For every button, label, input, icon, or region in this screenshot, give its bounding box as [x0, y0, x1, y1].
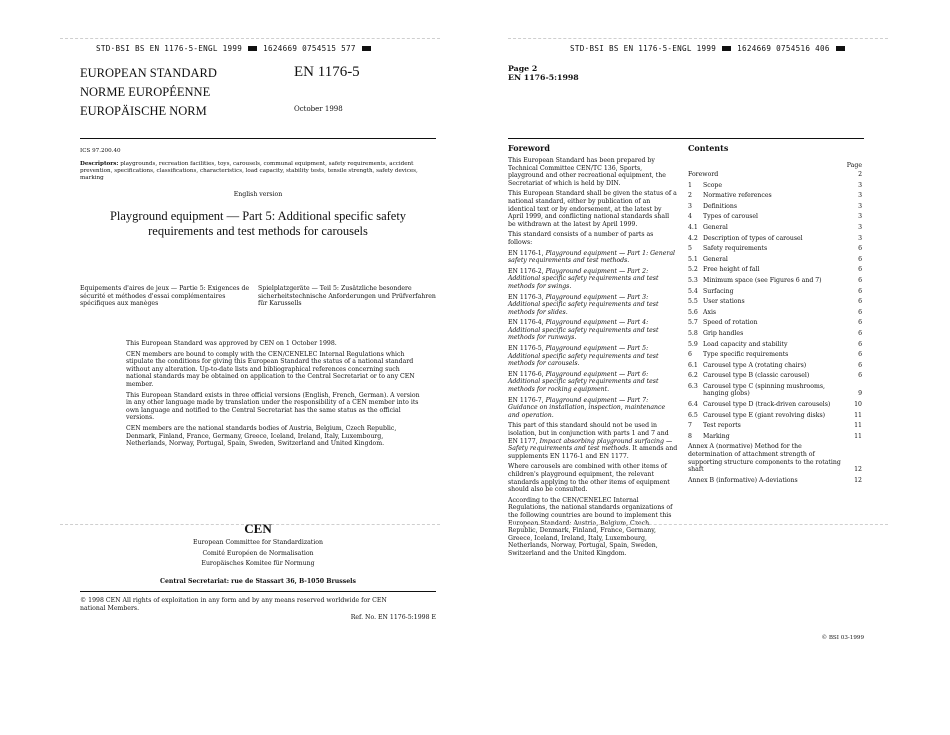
toc-row	[688, 277, 862, 285]
toc-page: 11	[854, 411, 862, 419]
approval-para-4: CEN members are the national standards bodies of Austria, Belgium, Czech Republic, Denmark, Finland, France, Germany, Greece, Iceland, Ireland, Italy, Luxembourg, Netherlands, Norway, Portugal, Spain, Sweden, Switzerland and United Kingdom.	[126, 424, 397, 448]
german-title: Spielplatzgeräte — Teil 5: Zusätzliche besondere sicherheitstechnische Anforderungen und Prüfverfahren für Karussells	[258, 285, 436, 308]
publication-date: October 1998	[294, 105, 343, 113]
toc-title: Carousel type A (rotating chairs)	[703, 361, 807, 369]
en-reference: EN 1176-5:1998	[508, 73, 579, 82]
toc-row	[688, 401, 862, 409]
toc-row	[688, 171, 862, 179]
foreword-heading: Foreword	[508, 143, 550, 153]
left-header	[96, 44, 371, 53]
toc-page: 11	[854, 432, 862, 440]
toc-title: Carousel type C (spinning mushrooms, hanging globs)	[703, 382, 825, 398]
toc-page: 12	[854, 466, 862, 474]
approval-para-2: CEN members are bound to comply with the CEN/CENELEC Internal Regulations which stipulate the conditions for giving this European Standard the status of a national standard without any alteration. Up-to-date lists and bibliographical references concerning such national standards may be obtained on application to the Central Secretariat or to any CEN member.	[126, 350, 415, 388]
toc-page: 3	[858, 223, 862, 231]
std-name-fr: NORME EUROPÉENNE	[80, 85, 211, 99]
std-name-de: EUROPÄISCHE NORM	[80, 104, 207, 118]
toc-title: Grip handles	[703, 329, 744, 337]
toc-number: 7	[688, 422, 692, 430]
descriptors	[80, 161, 436, 183]
toc-number: 5.6	[688, 308, 698, 316]
part-item: EN 1176-7, Playground equipment — Part 7: Guidance on installation, inspection, maintenance and operation.	[508, 396, 666, 419]
toc-page: 6	[858, 351, 862, 359]
toc-number: 5.9	[688, 340, 698, 348]
part-item: EN 1176-3, Playground equipment — Part 3: Additional specific safety requirements and test methods for slides.	[508, 293, 659, 316]
toc-number: 1	[688, 181, 692, 189]
toc-page: 9	[858, 390, 862, 398]
toc-title: Safety requirements	[703, 245, 768, 253]
cen-logo-text: CEN	[244, 521, 272, 536]
toc-page: 3	[858, 192, 862, 200]
toc-page: 6	[858, 276, 862, 284]
toc-number: 6.4	[688, 401, 698, 409]
title-line-2: requirements and test methods for carousels	[148, 223, 368, 238]
committee-de: Europäisches Komitee für Normung	[201, 560, 315, 568]
toc-title: General	[703, 223, 728, 231]
scan-edge-top-left	[60, 38, 440, 39]
toc-number: 6	[688, 351, 692, 359]
toc-title: Normative references	[703, 192, 772, 200]
toc-title: Load capacity and stability	[703, 340, 788, 348]
toc-page: 6	[858, 298, 862, 306]
page-number: Page 2	[508, 64, 538, 73]
toc-row	[688, 383, 862, 398]
toc-page: 6	[858, 361, 862, 369]
document-title	[80, 209, 436, 238]
toc-title: Axis	[703, 308, 717, 316]
scan-edge-top-right	[508, 38, 888, 39]
toc-title: Minimum space (see Figures 6 and 7)	[703, 276, 822, 284]
toc-number: 4.1	[688, 223, 698, 231]
toc-number: 6.2	[688, 372, 698, 380]
bsi-footer: © BSI 03-1999	[821, 635, 864, 641]
toc-title: Marking	[703, 432, 730, 440]
toc-page: 3	[858, 213, 862, 221]
toc-number: 5.5	[688, 298, 698, 306]
divider-top	[80, 138, 436, 139]
header-block-mark	[836, 46, 845, 51]
toc-number: 5.4	[688, 287, 698, 295]
toc-title: Free height of fall	[703, 266, 760, 274]
right-divider	[508, 138, 864, 139]
toc-row	[688, 341, 862, 349]
toc-number: 5.2	[688, 266, 698, 274]
ics-code: ICS 97.200.40	[80, 148, 121, 154]
toc-title: Speed of rotation	[703, 319, 758, 327]
toc-row	[688, 213, 862, 221]
toc-row	[688, 288, 862, 296]
toc-title: Test reports	[703, 422, 741, 430]
version-label: English version	[233, 191, 283, 198]
toc-row	[688, 443, 862, 473]
committee-en: European Committee for Standardization	[193, 539, 323, 546]
table-of-contents	[688, 171, 862, 487]
toc-page: 3	[858, 234, 862, 242]
toc-row	[688, 351, 862, 359]
toc-number: 4	[688, 213, 692, 221]
part-item: EN 1176-1, Playground equipment — Part 1: General safety requirements and test methods.	[508, 249, 675, 265]
approval-block	[126, 340, 421, 451]
toc-number: 6.3	[688, 382, 698, 390]
approval-para-3: This European Standard exists in three official versions (English, French, German). A version in any other language made by translation under the responsibility of a CEN member into its own language and notified to the Central Secretariat has the same status as the official versions.	[126, 391, 420, 422]
toc-page: 10	[854, 401, 862, 409]
right-header-number: 1624669 0754516 406	[737, 44, 830, 53]
toc-row	[688, 203, 862, 211]
toc-page: 11	[854, 422, 862, 430]
divider-bottom	[80, 591, 436, 592]
toc-title: Definitions	[703, 202, 738, 210]
toc-title: General	[703, 255, 728, 263]
foreword-para-4: This part of this standard should not be used in isolation, but in conjunction with parts 1 and 7 and EN 1177, Impact absorbing playground surfacing — Safety requirements and test methods. It amends and supplements EN 1176-1 and EN 1177.	[508, 422, 678, 460]
toc-number: 5.7	[688, 319, 698, 327]
toc-title: Types of carousel	[703, 213, 759, 221]
part-item: EN 1176-2, Playground equipment — Part 2: Additional specific safety requirements and test methods for swings.	[508, 267, 659, 290]
title-line-1: Playground equipment — Part 5: Additional specific safety	[109, 209, 407, 223]
toc-page: 6	[858, 372, 862, 380]
toc-row	[688, 319, 862, 327]
committee-fr: Comité Européen de Normalisation	[202, 549, 314, 557]
toc-page: 6	[858, 245, 862, 253]
toc-row	[688, 372, 862, 380]
foreword-body	[508, 157, 678, 561]
toc-row	[688, 433, 862, 441]
en-number: EN 1176-5	[294, 64, 360, 80]
reference-number: Ref. No. EN 1176-5:1998 E	[350, 614, 436, 621]
toc-page: 6	[858, 255, 862, 263]
right-header	[570, 44, 845, 53]
toc-row	[688, 422, 862, 430]
toc-page: 6	[858, 319, 862, 327]
toc-row	[688, 224, 862, 232]
page-column-label: Page	[846, 162, 862, 169]
page-label	[508, 64, 579, 82]
toc-title: Annex A (normative) Method for the determination of attachment strength of supporting structure components to the rotating shaft	[688, 443, 841, 474]
committee-names	[80, 539, 436, 568]
toc-title: Type specific requirements	[703, 351, 789, 359]
approval-para-1: This European Standard was approved by CEN on 1 October 1998.	[126, 340, 337, 347]
toc-number: 4.2	[688, 234, 698, 242]
toc-row	[688, 256, 862, 264]
toc-number: 6.1	[688, 361, 698, 369]
parts-list	[508, 250, 678, 420]
copyright-notice: © 1998 CEN All rights of exploitation in any form and by any means reserved worldwide for CEN national Members.	[80, 597, 387, 612]
toc-number: 3	[688, 202, 692, 210]
descriptors-text: playgrounds, recreation facilities, toys, carousels, communal equipment, safety requirements, accident prevention, specifications, classifications, characteristics, load capacity, stability tests, tensile strength, safety devices, marking	[80, 161, 418, 182]
scan-edge-mid-right	[508, 524, 888, 525]
toc-row	[688, 298, 862, 306]
toc-row	[688, 362, 862, 370]
toc-number: 5.3	[688, 276, 698, 284]
toc-row	[688, 266, 862, 274]
left-header-number: 1624669 0754515 577	[263, 44, 356, 53]
toc-title: Carousel type D (track-driven carousels)	[703, 401, 831, 409]
central-secretariat: Central Secretariat: rue de Stassart 36, B-1050 Brussels	[160, 578, 356, 585]
header-block-mark	[248, 46, 257, 51]
toc-number: 5.1	[688, 255, 698, 263]
toc-title: Annex B (informative) A-deviations	[688, 476, 798, 484]
toc-page: 12	[854, 476, 862, 484]
toc-number: 5	[688, 245, 692, 253]
foreword-para-5: Where carousels are combined with other items of children's playground equipment, the relevant standards applying to the other items of equipment should also be consulted.	[508, 463, 670, 494]
toc-number: 8	[688, 432, 692, 440]
toc-title: Carousel type B (classic carousel)	[703, 372, 810, 380]
std-name-en: EUROPEAN STANDARD	[80, 66, 217, 80]
toc-row	[688, 245, 862, 253]
toc-page: 2	[858, 171, 862, 178]
contents-heading: Contents	[688, 143, 729, 153]
header-block-mark	[722, 46, 731, 51]
standard-names	[80, 65, 217, 119]
toc-row	[688, 235, 862, 243]
toc-row	[688, 412, 862, 420]
toc-row	[688, 330, 862, 338]
toc-page: 6	[858, 287, 862, 295]
toc-title: Description of types of carousel	[703, 234, 803, 242]
toc-page: 6	[858, 308, 862, 316]
descriptors-label: Descriptors:	[80, 161, 119, 167]
part-item: EN 1176-4, Playground equipment — Part 4: Additional specific safety requirements and test methods for runways.	[508, 319, 659, 342]
foreword-para-6: According to the CEN/CENELEC Internal Regulations, the national standards organizations of the following countries are bound to implement this European Standard: Austria, Belgium, Czech Republic, Denmark, Finland, France, Germany, Greece, Iceland, Ireland, Italy, Luxembourg, Netherlands, Norway, Portugal, Spain, Sweden, Switzerland and the United Kingdom.	[508, 496, 673, 557]
toc-row	[688, 182, 862, 190]
foreword-para-2: This European Standard shall be given the status of a national standard, either by publication of an identical text or by endorsement, at the latest by April 1999, and conflicting national standards shall be withdrawn at the latest by April 1999.	[508, 190, 677, 228]
part-item: EN 1176-5, Playground equipment — Part 5: Additional specific safety requirements and test methods for carousels.	[508, 345, 659, 368]
toc-page: 6	[858, 329, 862, 337]
toc-row	[688, 309, 862, 317]
toc-number: 2	[688, 192, 692, 200]
toc-title: Surfacing	[703, 287, 734, 295]
toc-page: 3	[858, 202, 862, 210]
toc-page: 6	[858, 266, 862, 274]
toc-page: 3	[858, 181, 862, 189]
toc-title: Foreword	[688, 171, 719, 178]
toc-row	[688, 192, 862, 200]
french-title: Equipements d'aires de jeux — Partie 5: Exigences de sécurité et méthodes d'essai complémentaires spécifiques aux manèges	[80, 285, 250, 308]
left-header-code: STD·BSI BS EN 1176-5-ENGL 1999	[96, 44, 243, 53]
toc-title: Carousel type E (giant revolving disks)	[703, 411, 826, 419]
toc-number: 5.8	[688, 329, 698, 337]
toc-page: 6	[858, 340, 862, 348]
foreword-para-3: This standard consists of a number of parts as follows:	[508, 231, 654, 246]
header-block-mark	[362, 46, 371, 51]
foreword-para-1: This European Standard has been prepared by Technical Committee CEN/TC 136, Sports, playground and other recreational equipment, the Secretariat of which is held by DIN.	[508, 157, 666, 187]
toc-title: Scope	[703, 181, 723, 189]
part-item: EN 1176-6, Playground equipment — Part 6: Additional specific safety requirements and test methods for rocking equipment.	[508, 370, 659, 394]
toc-row	[688, 477, 862, 485]
toc-title: User stations	[703, 298, 745, 306]
right-header-code: STD·BSI BS EN 1176-5-ENGL 1999	[570, 44, 717, 53]
toc-number: 6.5	[688, 411, 698, 419]
